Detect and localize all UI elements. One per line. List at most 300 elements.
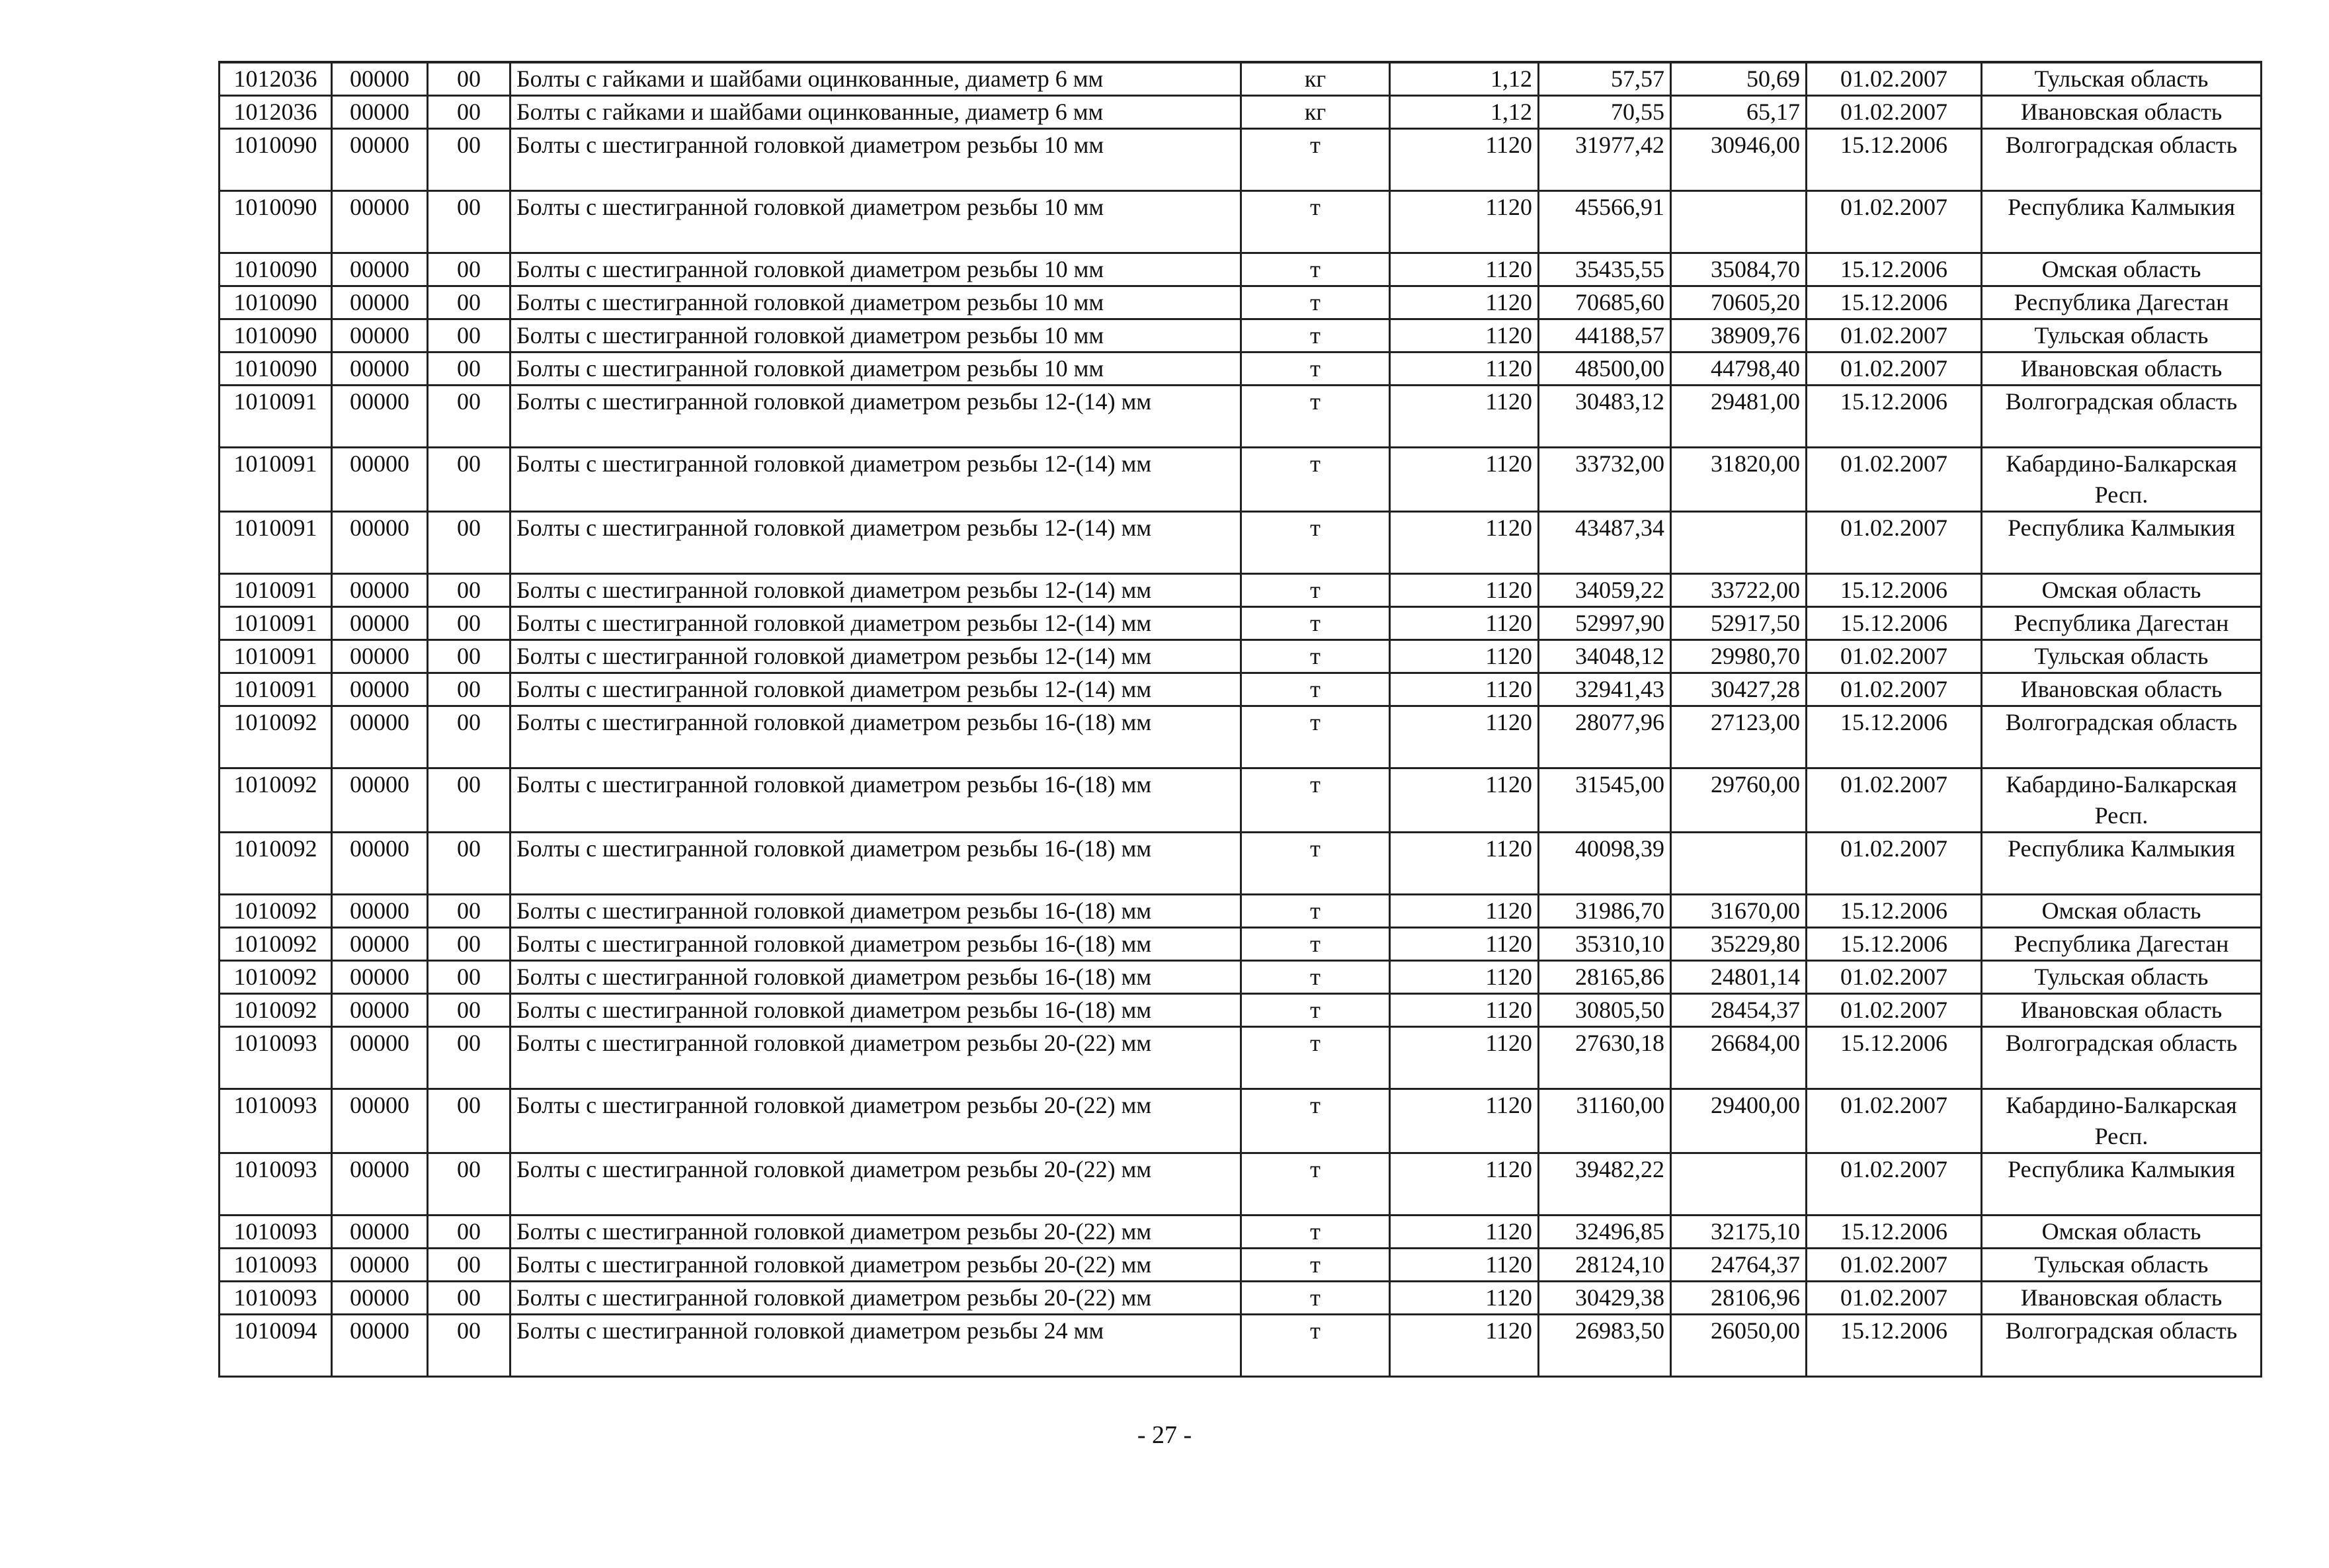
cell-quantity: 1120 [1390,574,1539,607]
table-row [220,994,2262,1027]
cell-region: Тульская область [1982,319,2262,352]
cell-group: 00 [428,448,511,512]
cell-name: Болты с шестигранной головкой диаметром резьбы 12-(14) мм [511,673,1241,706]
cell-price-1: 34048,12 [1539,640,1671,673]
cell-unit: т [1241,286,1390,319]
cell-price-2: 32175,10 [1671,1216,1807,1249]
cell-group: 00 [428,833,511,895]
cell-region: Волгоградская область [1982,1315,2262,1377]
cell-name: Болты с шестигранной головкой диаметром резьбы 10 мм [511,286,1241,319]
cell-unit: т [1241,448,1390,512]
cell-quantity: 1120 [1390,994,1539,1027]
cell-subcode: 00000 [332,833,428,895]
cell-subcode: 00000 [332,253,428,286]
cell-price-2: 52917,50 [1671,607,1807,640]
cell-price-2: 28106,96 [1671,1282,1807,1315]
cell-subcode: 00000 [332,574,428,607]
cell-region: Волгоградская область [1982,1027,2262,1089]
cell-unit: т [1241,191,1390,253]
cell-date: 01.02.2007 [1807,96,1982,129]
cell-subcode: 00000 [332,1027,428,1089]
cell-name: Болты с шестигранной головкой диаметром резьбы 16-(18) мм [511,895,1241,928]
cell-price-1: 39482,22 [1539,1153,1671,1216]
cell-subcode: 00000 [332,129,428,191]
cell-unit: т [1241,386,1390,448]
cell-unit: т [1241,1216,1390,1249]
cell-price-2: 50,69 [1671,62,1807,96]
cell-region: Ивановская область [1982,96,2262,129]
cell-code: 1010091 [220,640,332,673]
cell-region: Республика Дагестан [1982,607,2262,640]
cell-unit: т [1241,928,1390,961]
cell-price-1: 26983,50 [1539,1315,1671,1377]
cell-subcode: 00000 [332,673,428,706]
cell-code: 1010091 [220,607,332,640]
cell-subcode: 00000 [332,1249,428,1282]
cell-price-1: 31545,00 [1539,768,1671,833]
cell-quantity: 1,12 [1390,96,1539,129]
cell-price-1: 48500,00 [1539,352,1671,386]
cell-unit: т [1241,640,1390,673]
cell-unit: т [1241,961,1390,994]
cell-price-2: 33722,00 [1671,574,1807,607]
table-row [220,1027,2262,1089]
cell-region: Тульская область [1982,62,2262,96]
cell-region: Ивановская область [1982,994,2262,1027]
cell-unit: т [1241,352,1390,386]
cell-region: Тульская область [1982,961,2262,994]
cell-code: 1010092 [220,706,332,768]
table-row [220,352,2262,386]
cell-date: 15.12.2006 [1807,386,1982,448]
cell-code: 1010093 [220,1216,332,1249]
cell-group: 00 [428,1249,511,1282]
cell-quantity: 1120 [1390,129,1539,191]
cell-name: Болты с шестигранной головкой диаметром резьбы 16-(18) мм [511,833,1241,895]
cell-region: Волгоградская область [1982,129,2262,191]
cell-date: 01.02.2007 [1807,640,1982,673]
cell-price-1: 31160,00 [1539,1089,1671,1153]
cell-unit: т [1241,994,1390,1027]
cell-price-1: 70,55 [1539,96,1671,129]
cell-group: 00 [428,673,511,706]
cell-name: Болты с шестигранной головкой диаметром резьбы 16-(18) мм [511,961,1241,994]
cell-subcode: 00000 [332,386,428,448]
cell-unit: кг [1241,62,1390,96]
cell-group: 00 [428,994,511,1027]
table-row [220,928,2262,961]
table-row [220,768,2262,833]
cell-unit: т [1241,129,1390,191]
cell-name: Болты с шестигранной головкой диаметром резьбы 12-(14) мм [511,512,1241,574]
cell-date: 15.12.2006 [1807,895,1982,928]
cell-price-1: 30805,50 [1539,994,1671,1027]
cell-quantity: 1120 [1390,640,1539,673]
cell-price-2: 30427,28 [1671,673,1807,706]
cell-group: 00 [428,386,511,448]
cell-unit: т [1241,319,1390,352]
cell-quantity: 1120 [1390,253,1539,286]
cell-price-2: 26684,00 [1671,1027,1807,1089]
cell-code: 1010093 [220,1282,332,1315]
table-row [220,96,2262,129]
cell-name: Болты с шестигранной головкой диаметром резьбы 20-(22) мм [511,1282,1241,1315]
cell-subcode: 00000 [332,191,428,253]
cell-date: 01.02.2007 [1807,1282,1982,1315]
cell-region: Ивановская область [1982,1282,2262,1315]
cell-date: 01.02.2007 [1807,994,1982,1027]
cell-quantity: 1120 [1390,386,1539,448]
cell-code: 1010093 [220,1089,332,1153]
cell-group: 00 [428,1315,511,1377]
cell-group: 00 [428,319,511,352]
cell-name: Болты с шестигранной головкой диаметром резьбы 20-(22) мм [511,1027,1241,1089]
cell-date: 01.02.2007 [1807,191,1982,253]
cell-price-1: 32941,43 [1539,673,1671,706]
cell-code: 1010091 [220,574,332,607]
table-row [220,129,2262,191]
cell-price-2: 38909,76 [1671,319,1807,352]
cell-unit: т [1241,512,1390,574]
cell-code: 1010092 [220,895,332,928]
cell-price-2: 29980,70 [1671,640,1807,673]
cell-price-1: 45566,91 [1539,191,1671,253]
cell-group: 00 [428,640,511,673]
cell-region: Омская область [1982,895,2262,928]
cell-quantity: 1120 [1390,607,1539,640]
cell-name: Болты с шестигранной головкой диаметром резьбы 16-(18) мм [511,706,1241,768]
cell-name: Болты с шестигранной головкой диаметром резьбы 24 мм [511,1315,1241,1377]
cell-price-2 [1671,191,1807,253]
table-row [220,833,2262,895]
table-row [220,319,2262,352]
cell-date: 01.02.2007 [1807,448,1982,512]
cell-name: Болты с шестигранной головкой диаметром резьбы 12-(14) мм [511,574,1241,607]
cell-code: 1010092 [220,768,332,833]
cell-date: 01.02.2007 [1807,768,1982,833]
cell-group: 00 [428,1153,511,1216]
cell-group: 00 [428,286,511,319]
cell-name: Болты с гайками и шайбами оцинкованные, диаметр 6 мм [511,62,1241,96]
cell-price-2: 29481,00 [1671,386,1807,448]
cell-price-2: 31820,00 [1671,448,1807,512]
cell-quantity: 1120 [1390,1216,1539,1249]
cell-price-1: 35310,10 [1539,928,1671,961]
cell-price-1: 35435,55 [1539,253,1671,286]
cell-date: 01.02.2007 [1807,62,1982,96]
cell-subcode: 00000 [332,994,428,1027]
cell-price-1: 40098,39 [1539,833,1671,895]
cell-price-2: 29760,00 [1671,768,1807,833]
cell-unit: т [1241,768,1390,833]
cell-unit: т [1241,895,1390,928]
cell-subcode: 00000 [332,768,428,833]
table-row [220,512,2262,574]
cell-code: 1010090 [220,352,332,386]
table-row [220,253,2262,286]
cell-unit: т [1241,1153,1390,1216]
table-row [220,706,2262,768]
table-row [220,895,2262,928]
cell-unit: т [1241,833,1390,895]
cell-price-2: 26050,00 [1671,1315,1807,1377]
table-row [220,1216,2262,1249]
cell-unit: т [1241,253,1390,286]
cell-quantity: 1120 [1390,673,1539,706]
cell-date: 01.02.2007 [1807,512,1982,574]
cell-price-1: 31986,70 [1539,895,1671,928]
cell-quantity: 1120 [1390,895,1539,928]
cell-date: 15.12.2006 [1807,1027,1982,1089]
cell-date: 15.12.2006 [1807,286,1982,319]
table-row [220,191,2262,253]
cell-price-2: 44798,40 [1671,352,1807,386]
cell-subcode: 00000 [332,706,428,768]
cell-region: Республика Калмыкия [1982,1153,2262,1216]
cell-region: Волгоградская область [1982,386,2262,448]
cell-group: 00 [428,1027,511,1089]
cell-price-1: 31977,42 [1539,129,1671,191]
cell-subcode: 00000 [332,512,428,574]
cell-region: Омская область [1982,253,2262,286]
cell-price-2: 70605,20 [1671,286,1807,319]
cell-price-1: 33732,00 [1539,448,1671,512]
cell-price-1: 28165,86 [1539,961,1671,994]
cell-name: Болты с гайками и шайбами оцинкованные, диаметр 6 мм [511,96,1241,129]
cell-code: 1012036 [220,62,332,96]
cell-price-1: 43487,34 [1539,512,1671,574]
cell-quantity: 1120 [1390,768,1539,833]
cell-code: 1012036 [220,96,332,129]
cell-name: Болты с шестигранной головкой диаметром резьбы 10 мм [511,352,1241,386]
cell-group: 00 [428,895,511,928]
cell-quantity: 1120 [1390,352,1539,386]
cell-region: Республика Дагестан [1982,928,2262,961]
cell-date: 15.12.2006 [1807,706,1982,768]
cell-region: Кабардино-Балкарская Респ. [1982,1089,2262,1153]
price-table-body [220,62,2262,1377]
cell-quantity: 1120 [1390,448,1539,512]
cell-date: 15.12.2006 [1807,129,1982,191]
cell-unit: т [1241,1282,1390,1315]
cell-group: 00 [428,1089,511,1153]
cell-group: 00 [428,928,511,961]
cell-quantity: 1120 [1390,928,1539,961]
cell-quantity: 1120 [1390,286,1539,319]
table-row [220,640,2262,673]
cell-code: 1010091 [220,386,332,448]
cell-region: Тульская область [1982,640,2262,673]
cell-group: 00 [428,961,511,994]
cell-unit: т [1241,1089,1390,1153]
cell-code: 1010091 [220,448,332,512]
cell-subcode: 00000 [332,286,428,319]
cell-unit: т [1241,1315,1390,1377]
price-table [218,61,2262,1378]
cell-region: Республика Дагестан [1982,286,2262,319]
cell-subcode: 00000 [332,448,428,512]
cell-name: Болты с шестигранной головкой диаметром резьбы 16-(18) мм [511,928,1241,961]
cell-name: Болты с шестигранной головкой диаметром резьбы 12-(14) мм [511,640,1241,673]
cell-price-1: 32496,85 [1539,1216,1671,1249]
cell-region: Ивановская область [1982,673,2262,706]
cell-region: Республика Калмыкия [1982,833,2262,895]
cell-date: 15.12.2006 [1807,928,1982,961]
cell-quantity: 1120 [1390,512,1539,574]
cell-price-1: 44188,57 [1539,319,1671,352]
cell-region: Волгоградская область [1982,706,2262,768]
cell-subcode: 00000 [332,928,428,961]
cell-date: 15.12.2006 [1807,574,1982,607]
cell-price-2: 65,17 [1671,96,1807,129]
cell-price-1: 70685,60 [1539,286,1671,319]
cell-unit: т [1241,574,1390,607]
cell-price-2: 27123,00 [1671,706,1807,768]
cell-price-1: 28077,96 [1539,706,1671,768]
cell-name: Болты с шестигранной головкой диаметром резьбы 10 мм [511,191,1241,253]
table-row [220,386,2262,448]
cell-price-2: 35229,80 [1671,928,1807,961]
cell-group: 00 [428,607,511,640]
cell-subcode: 00000 [332,640,428,673]
cell-name: Болты с шестигранной головкой диаметром резьбы 20-(22) мм [511,1216,1241,1249]
cell-group: 00 [428,62,511,96]
cell-subcode: 00000 [332,1089,428,1153]
cell-subcode: 00000 [332,62,428,96]
cell-group: 00 [428,191,511,253]
cell-price-1: 30483,12 [1539,386,1671,448]
cell-name: Болты с шестигранной головкой диаметром резьбы 10 мм [511,253,1241,286]
cell-code: 1010092 [220,961,332,994]
cell-code: 1010090 [220,286,332,319]
cell-name: Болты с шестигранной головкой диаметром резьбы 16-(18) мм [511,768,1241,833]
cell-unit: кг [1241,96,1390,129]
cell-quantity: 1120 [1390,833,1539,895]
cell-quantity: 1120 [1390,319,1539,352]
table-row [220,1249,2262,1282]
cell-code: 1010090 [220,129,332,191]
cell-date: 01.02.2007 [1807,319,1982,352]
cell-price-2: 31670,00 [1671,895,1807,928]
cell-price-2 [1671,512,1807,574]
cell-group: 00 [428,96,511,129]
table-row [220,62,2262,96]
cell-region: Тульская область [1982,1249,2262,1282]
cell-price-2: 30946,00 [1671,129,1807,191]
cell-date: 01.02.2007 [1807,833,1982,895]
cell-subcode: 00000 [332,607,428,640]
cell-region: Республика Калмыкия [1982,191,2262,253]
cell-quantity: 1120 [1390,1153,1539,1216]
cell-price-2: 29400,00 [1671,1089,1807,1153]
cell-group: 00 [428,512,511,574]
cell-code: 1010090 [220,253,332,286]
table-row [220,1089,2262,1153]
cell-name: Болты с шестигранной головкой диаметром резьбы 20-(22) мм [511,1089,1241,1153]
cell-code: 1010090 [220,319,332,352]
table-row [220,1282,2262,1315]
cell-code: 1010093 [220,1249,332,1282]
cell-group: 00 [428,352,511,386]
cell-price-2: 24764,37 [1671,1249,1807,1282]
cell-region: Кабардино-Балкарская Респ. [1982,448,2262,512]
cell-subcode: 00000 [332,1216,428,1249]
cell-name: Болты с шестигранной головкой диаметром резьбы 12-(14) мм [511,607,1241,640]
cell-quantity: 1120 [1390,706,1539,768]
cell-date: 15.12.2006 [1807,253,1982,286]
cell-price-1: 57,57 [1539,62,1671,96]
cell-group: 00 [428,129,511,191]
cell-price-2: 28454,37 [1671,994,1807,1027]
cell-region: Кабардино-Балкарская Респ. [1982,768,2262,833]
cell-quantity: 1120 [1390,1249,1539,1282]
cell-code: 1010093 [220,1027,332,1089]
table-row [220,286,2262,319]
cell-date: 15.12.2006 [1807,1315,1982,1377]
cell-quantity: 1,12 [1390,62,1539,96]
cell-subcode: 00000 [332,1153,428,1216]
table-row [220,448,2262,512]
cell-subcode: 00000 [332,1315,428,1377]
cell-name: Болты с шестигранной головкой диаметром резьбы 10 мм [511,319,1241,352]
cell-code: 1010091 [220,673,332,706]
cell-unit: т [1241,706,1390,768]
cell-date: 01.02.2007 [1807,673,1982,706]
cell-region: Омская область [1982,1216,2262,1249]
cell-quantity: 1120 [1390,1315,1539,1377]
table-row [220,673,2262,706]
cell-name: Болты с шестигранной головкой диаметром резьбы 12-(14) мм [511,386,1241,448]
cell-price-1: 27630,18 [1539,1027,1671,1089]
cell-unit: т [1241,673,1390,706]
cell-date: 01.02.2007 [1807,961,1982,994]
cell-group: 00 [428,1282,511,1315]
cell-quantity: 1120 [1390,1282,1539,1315]
cell-quantity: 1120 [1390,961,1539,994]
cell-date: 01.02.2007 [1807,1153,1982,1216]
cell-subcode: 00000 [332,1282,428,1315]
cell-name: Болты с шестигранной головкой диаметром резьбы 20-(22) мм [511,1249,1241,1282]
cell-subcode: 00000 [332,961,428,994]
cell-quantity: 1120 [1390,1089,1539,1153]
cell-price-2: 35084,70 [1671,253,1807,286]
cell-quantity: 1120 [1390,1027,1539,1089]
cell-code: 1010091 [220,512,332,574]
cell-price-2: 24801,14 [1671,961,1807,994]
cell-name: Болты с шестигранной головкой диаметром резьбы 16-(18) мм [511,994,1241,1027]
cell-group: 00 [428,574,511,607]
cell-name: Болты с шестигранной головкой диаметром резьбы 12-(14) мм [511,448,1241,512]
cell-code: 1010092 [220,928,332,961]
cell-name: Болты с шестигранной головкой диаметром резьбы 10 мм [511,129,1241,191]
table-row [220,607,2262,640]
table-row [220,961,2262,994]
cell-date: 15.12.2006 [1807,607,1982,640]
cell-code: 1010093 [220,1153,332,1216]
cell-subcode: 00000 [332,319,428,352]
cell-subcode: 00000 [332,96,428,129]
cell-group: 00 [428,768,511,833]
cell-region: Ивановская область [1982,352,2262,386]
cell-region: Республика Калмыкия [1982,512,2262,574]
page-number: - 27 - [1137,1421,1192,1449]
cell-name: Болты с шестигранной головкой диаметром резьбы 20-(22) мм [511,1153,1241,1216]
table-row [220,1153,2262,1216]
cell-code: 1010094 [220,1315,332,1377]
cell-quantity: 1120 [1390,191,1539,253]
table-row [220,574,2262,607]
cell-unit: т [1241,607,1390,640]
